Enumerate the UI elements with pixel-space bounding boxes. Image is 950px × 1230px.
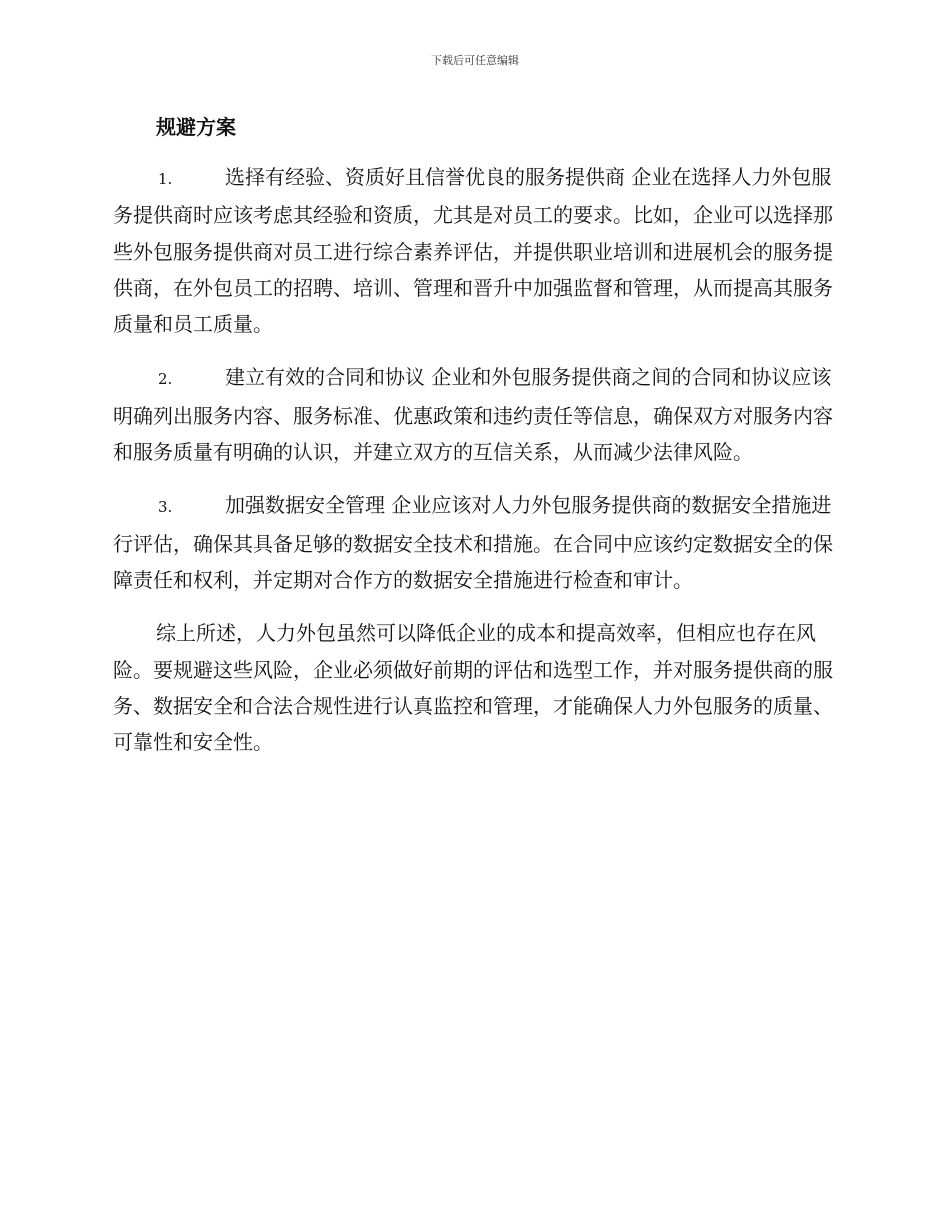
- list-item-body: 企业和外包服务提供商之间的合同和协议应该明确列出服务内容、服务标准、优惠政策和违约责任等信息，确保双方对服务内容和服务质量有明确的认识，并建立双方的互信关系，从而减少法律风险。: [113, 365, 833, 465]
- list-item-body: 企业应该对人力外包服务提供商的数据安全措施进行评估，确保其具备足够的数据安全技术和措施。在合同中应该约定数据安全的保障责任和权利，并定期对合作方的数据安全措施进行检查和审计。: [113, 493, 833, 592]
- list-item-title: 选择有经验、资质好且信誉优良的服务提供商: [225, 165, 625, 189]
- page-header: 下载后可任意编辑: [431, 54, 519, 67]
- list-item-number: 2.: [158, 370, 173, 389]
- list-item: [113, 159, 841, 342]
- section-heading: 规避方案: [156, 115, 236, 139]
- list-item-number: 3.: [158, 498, 173, 517]
- list-item-title: 建立有效的合同和协议: [225, 365, 425, 390]
- list-item: [113, 487, 841, 598]
- document-body: [113, 112, 841, 760]
- list-item-title: 加强数据安全管理: [225, 493, 385, 518]
- summary-paragraph: 综上所述，人力外包虽然可以降低企业的成本和提高效率，但相应也存在风险。要规避这些风险，企业必须做好前期的评估和选型工作，并对服务提供商的服务、数据安全和合法合规性进行认真监控和管理，才能确保人力外包服务的质量、可靠性和安全性。: [113, 621, 833, 755]
- list-item-body: 企业在选择人力外包服务提供商时应该考虑其经验和资质，尤其是对员工的要求。比如，企业可以选择那些外包服务提供商对员工进行综合素养评估，并提供职业培训和进展机会的服务提供商，在外包员工的招聘、培训、管理和晋升中加强监督和管理，从而提高其服务质量和员工质量。: [113, 165, 833, 337]
- list-item: [113, 359, 841, 470]
- list-item-number: 1.: [158, 170, 173, 188]
